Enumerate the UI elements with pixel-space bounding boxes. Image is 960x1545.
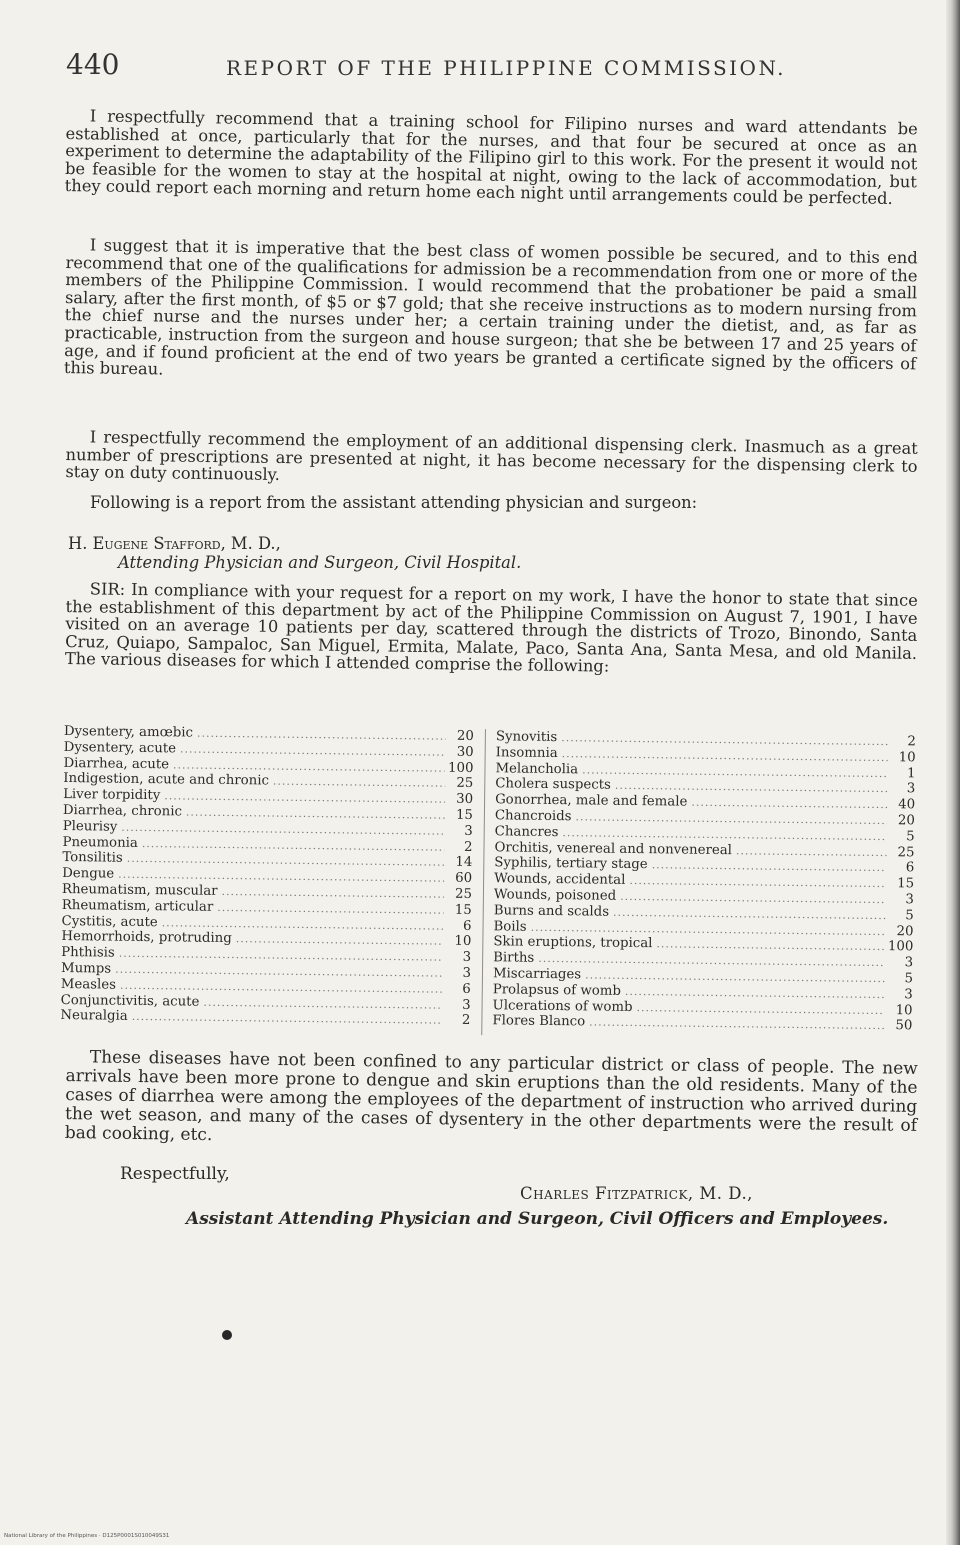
disease-name: Wounds, accidental	[494, 871, 626, 889]
disease-count: 10	[898, 749, 916, 766]
disease-name: Boils	[493, 918, 527, 935]
disease-name: Dengue	[62, 866, 115, 882]
disease-name: Miscarriages	[492, 966, 582, 983]
disease-count: 20	[456, 728, 474, 745]
addressee-block	[68, 534, 521, 572]
dot-leader	[589, 1015, 884, 1034]
paragraph-closing: These diseases have not been confined to any particular district or class of people. The new arrivals have been more prone to dengue and skin eruptions than the old residents. Many of the cases of diarrhea were among the employees of the department of instruction who arrived during the wet season, and many of the cases of dysentery in the other departments were the result of bad cooking, etc.	[64, 1047, 918, 1146]
disease-name: Rheumatism, articular	[61, 897, 214, 915]
disease-name: Tonsilitis	[62, 850, 123, 867]
disease-count: 3	[462, 965, 472, 981]
disease-name: Skin eruptions, tropical	[493, 934, 653, 952]
paragraph-report-intro: Following is a report from the assistant attending physician and surgeon:	[90, 493, 698, 512]
disease-name: Insomnia	[495, 745, 558, 761]
disease-count: 3	[906, 781, 916, 797]
diseases-column-left	[60, 724, 474, 1029]
disease-count: 60	[455, 870, 473, 887]
disease-count: 40	[898, 797, 916, 813]
disease-name: Cystitis, acute	[61, 913, 158, 930]
disease-name: Chancres	[494, 824, 559, 840]
dot-leader	[736, 843, 887, 861]
disease-name: Flores Blanco	[492, 1013, 586, 1030]
disease-name: Diarrhea, acute	[63, 755, 170, 772]
disease-name: Melancholia	[495, 760, 579, 777]
paragraph-dispensing-clerk: I respectfully recommend the employment of an additional dispensing clerk. Inasmuch as a great number of prescriptions are presented at night, it has become necessary for the dispensing clerk to stay on duty continuously.	[65, 427, 918, 485]
disease-count: 3	[462, 950, 472, 966]
page-number: 440	[66, 48, 120, 81]
page-header	[66, 48, 926, 84]
disease-count: 2	[907, 734, 916, 750]
disease-name: Orchitis, venereal and nonvenereal	[494, 839, 733, 858]
disease-name: Diarrhea, chronic	[62, 802, 183, 820]
disease-count: 3	[464, 823, 473, 839]
disease-name: Liver torpidity	[63, 787, 161, 804]
disease-count: 15	[454, 902, 472, 918]
disease-count: 100	[448, 760, 474, 776]
addressee-title: Attending Physician and Surgeon, Civil Hospital.	[118, 553, 522, 572]
disease-count: 5	[906, 829, 915, 845]
disease-name: Measles	[60, 976, 117, 993]
disease-count: 5	[904, 971, 914, 987]
disease-count: 15	[897, 876, 915, 892]
disease-count: 10	[454, 934, 472, 950]
disease-count: 14	[455, 855, 473, 871]
page-edge	[946, 0, 960, 1545]
disease-name: Syphilis, tertiary stage	[494, 855, 648, 873]
disease-name: Mumps	[60, 960, 112, 977]
disease-count: 6	[462, 981, 471, 997]
disease-name: Indigestion, acute and chronic	[63, 771, 270, 789]
disease-count: 25	[897, 844, 915, 860]
running-head: REPORT OF THE PHILIPPINE COMMISSION.	[226, 56, 787, 80]
disease-count: 30	[456, 791, 474, 808]
disease-name: Ulcerations of womb	[492, 997, 633, 1015]
disease-count: 20	[896, 923, 914, 939]
disease-count: 6	[905, 860, 915, 876]
disease-name: Prolapsus of womb	[492, 982, 621, 999]
disease-name: Burns and scalds	[493, 903, 610, 920]
ink-dot	[222, 1330, 232, 1340]
disease-count: 1	[906, 765, 916, 781]
diseases-table	[60, 724, 920, 1044]
disease-count: 3	[904, 955, 914, 971]
disease-name: Chancroids	[494, 808, 572, 825]
disease-count: 3	[905, 892, 915, 908]
disease-count: 15	[455, 807, 474, 823]
disease-count: 5	[905, 908, 914, 924]
disease-count: 3	[904, 987, 913, 1003]
disease-count: 6	[463, 918, 472, 934]
signer-title: Assistant Attending Physician and Surgeon, Civil Officers and Employees.	[186, 1209, 889, 1229]
disease-count: 30	[456, 744, 474, 760]
column-divider	[481, 729, 486, 1035]
disease-count: 25	[456, 776, 474, 792]
disease-count: 50	[895, 1018, 913, 1034]
disease-name: Pneumonia	[62, 834, 138, 851]
diseases-column-right	[492, 729, 916, 1034]
disease-name: Conjunctivitis, acute	[60, 992, 200, 1010]
scan-credit: National Library of the Philippines · D125P0001S010049S31	[4, 1533, 170, 1539]
disease-name: Rheumatism, muscular	[61, 881, 218, 899]
addressee-name: H. Eugene Stafford, M. D.,	[68, 534, 281, 553]
dot-leader	[132, 1009, 443, 1029]
disease-name: Hemorrhoids, protruding	[61, 929, 232, 947]
signoff: Respectfully,	[120, 1164, 230, 1184]
disease-name: Cholera suspects	[495, 776, 611, 794]
disease-count: 2	[463, 839, 473, 855]
disease-count: 100	[887, 939, 914, 955]
paragraph-sir: SIR: In compliance with your request for a report on my work, I have the honor to state that since the establishment of this department by act of the Philippine Commission on August 7, 1901, I have visited on an average 10 patients per day, scattered through the districts of Trozo, Binondo, Santa Cruz, Quiapo, Sampaloc, San Miguel, Ermita, Malate, Paco, Santa Ana, Santa Mesa, and old Manila. The various diseases for which I attended comprise the following:	[64, 579, 918, 676]
disease-name: Pleurisy	[62, 818, 118, 835]
disease-count: 2	[461, 1013, 471, 1029]
disease-name: Synovitis	[495, 729, 558, 746]
disease-name: Wounds, poisoned	[493, 887, 617, 904]
disease-count: 20	[897, 813, 915, 829]
disease-count: 3	[462, 997, 471, 1013]
paragraph-qualifications: I suggest that it is imperative that the best class of women possible be secured, and to this end recommend that one of the qualifications for admission be a recommendation from one or more of the members of the Philippine Commission. I would recommend that the probationer be paid a small salary, after the first month, of $5 or $7 gold; that she receive instructions as to modern nursing from the chief nurse and the nurses under her; a certain training under the dietist, and, as far as practicable, instruction from the surgeon and house surgeon; that she be between 17 and 25 years of age, and if found proficient at the end of two years be granted a certificate signed by the officers of this bureau.	[63, 235, 918, 379]
disease-count: 25	[454, 886, 473, 902]
disease-name: Gonorrhea, male and female	[495, 792, 688, 810]
disease-name: Neuralgia	[60, 1008, 128, 1025]
disease-name: Dysentery, acute	[63, 739, 177, 757]
disease-name: Births	[493, 950, 535, 966]
disease-name: Dysentery, amœbic	[63, 724, 194, 741]
disease-name: Phthisis	[61, 945, 115, 961]
signature: Charles Fitzpatrick, M. D.,	[520, 1184, 753, 1203]
disease-count: 10	[895, 1002, 913, 1018]
paragraph-training-school: I respectfully recommend that a training school for Filipino nurses and ward attendants be established at once, particularly that for the nurses, and that four be secured at once as an experiment to determine the adaptability of the Filipino girl to this work. For the present it would not be feasible for the women to stay at the hospital at night, owing to the lack of accommodation, but they could report each morning and return home each night until arrangements could be perfected.	[64, 106, 918, 209]
